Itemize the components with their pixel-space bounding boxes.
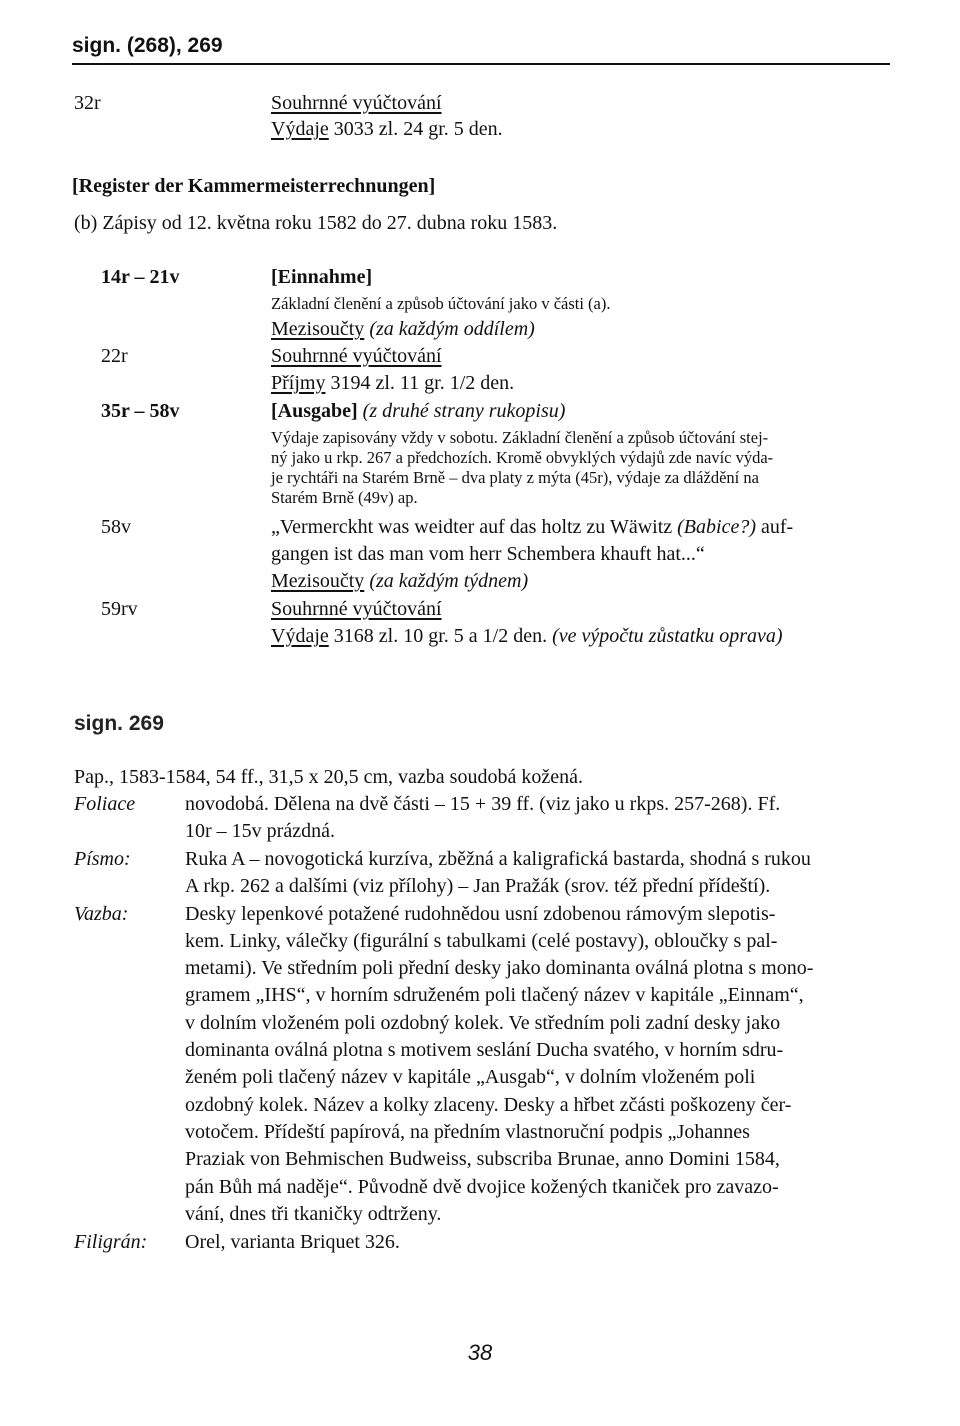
- e3-title: [Ausgabe]: [271, 400, 358, 422]
- pismo-line1: Ruka A – novogotická kurzíva, zběžná a kaligrafická bastarda, shodná s rukou: [185, 848, 811, 870]
- entry32r-line1: Souhrnné vyúčtování: [271, 92, 442, 114]
- e1-title: [Einnahme]: [271, 266, 373, 288]
- e2-line2-value: 3194 zl. 11 gr. 1/2 den.: [325, 372, 515, 394]
- register-subtitle: (b) Zápisy od 12. května roku 1582 do 27. dubna roku 1583.: [74, 212, 558, 234]
- entry32r-line2-value: 3033 zl. 24 gr. 5 den.: [328, 118, 503, 140]
- e4-quote-line1: [271, 514, 793, 540]
- folio-14r-21v: 14r – 21v: [101, 266, 180, 288]
- vazba-line: dominanta oválná plotna s motivem seslání Ducha svatého, v horním sdru-: [185, 1039, 784, 1061]
- vazba-label: Vazba:: [74, 903, 129, 925]
- section-heading-sign-269: sign. 269: [74, 712, 164, 735]
- e3-text-line2: ný jako u rkp. 267 a předchozích. Kromě obvyklých výdajů zde navíc výda-: [271, 448, 774, 467]
- e5-line2-value: 3168 zl. 10 gr. 5 a 1/2 den.: [328, 625, 553, 647]
- e2-line2-label: Příjmy: [271, 372, 326, 394]
- e4-subtotal-label: Mezisoučty: [271, 570, 365, 592]
- vazba-line: pán Bůh má naděje“. Původně dvě dvojice kožených tkaniček pro zavazo-: [185, 1176, 779, 1198]
- folio-58v: 58v: [101, 516, 131, 538]
- e4-quote-c: auf-: [756, 516, 794, 538]
- e3-title-line: [271, 398, 565, 424]
- page-header-title: sign. (268), 269: [72, 34, 223, 57]
- pap-line: Pap., 1583-1584, 54 ff., 31,5 x 20,5 cm, vazba soudobá kožená.: [74, 766, 583, 788]
- vazba-line: v dolním vloženém poli ozdobný kolek. Ve středním poli zadní desky jako: [185, 1012, 781, 1034]
- e3-text-line4: Starém Brně (49v) ap.: [271, 488, 418, 507]
- e1-note: Základní členění a způsob účtování jako v části (a).: [271, 294, 611, 313]
- folio-22r: 22r: [101, 345, 128, 367]
- folio-59rv: 59rv: [101, 598, 138, 620]
- foliace-line1: novodobá. Dělena na dvě části – 15 + 39 ff. (viz jako u rkps. 257-268). Ff.: [185, 793, 781, 815]
- folio-32r: 32r: [74, 92, 101, 114]
- e1-subtotal: [271, 316, 535, 342]
- vazba-line: metami). Ve středním poli přední desky jako dominanta oválná plotna s mono-: [185, 957, 814, 979]
- e4-quote-line2: gangen ist das man vom herr Schembera khauft hat...“: [271, 543, 705, 565]
- vazba-line: votočem. Přídeští papírová, na předním vlastnoruční podpis „Johannes: [185, 1121, 750, 1143]
- e5-line2-label: Výdaje: [271, 625, 329, 647]
- foliace-line2: 10r – 15v prázdná.: [185, 820, 335, 842]
- pismo-line2: A rkp. 262 a dalšími (viz přílohy) – Jan Pražák (srov. též přední přídeští).: [185, 875, 771, 897]
- entry32r-line2: [271, 116, 503, 142]
- page-number: 38: [467, 1340, 493, 1365]
- vazba-line: Praziak von Behmischen Budweiss, subscriba Brunae, anno Domini 1584,: [185, 1148, 780, 1170]
- e4-quote-a: „Vermerckht was weidter auf das holtz zu Wäwitz: [271, 516, 678, 538]
- filigran-text: Orel, varianta Briquet 326.: [185, 1231, 400, 1253]
- filigran-label: Filigrán:: [74, 1231, 148, 1253]
- header-rule: [72, 63, 890, 65]
- e1-subtotal-note: (za každým oddílem): [364, 318, 535, 340]
- e1-subtotal-label: Mezisoučty: [271, 318, 365, 340]
- e5-line2: [271, 623, 783, 649]
- entry32r-line2-label: Výdaje: [271, 118, 329, 140]
- vazba-line: ozdobný kolek. Název a kolky zlaceny. Desky a hřbet zčásti poškozeny čer-: [185, 1094, 792, 1116]
- vazba-line: Desky lepenkové potažené rudohnědou usní zdobenou rámovým slepotis-: [185, 903, 776, 925]
- vazba-line: ženém poli tlačený název v kapitále „Ausgab“, v dolním vloženém poli: [185, 1066, 756, 1088]
- e2-line1: Souhrnné vyúčtování: [271, 345, 442, 367]
- folio-35r-58v: 35r – 58v: [101, 400, 180, 422]
- e4-subtotal-note: (za každým týdnem): [364, 570, 529, 592]
- e2-line2: [271, 370, 514, 396]
- e4-subtotal: [271, 568, 528, 594]
- e5-line1: Souhrnné vyúčtování: [271, 598, 442, 620]
- pismo-label: Písmo:: [74, 848, 131, 870]
- vazba-line: vání, dnes tři tkaničky odtrženy.: [185, 1203, 442, 1225]
- e3-text-line3: je rychtáři na Starém Brně – dva platy z mýta (45r), výdaje za dláždění na: [271, 468, 759, 487]
- foliace-label: Foliace: [74, 793, 136, 815]
- register-title: [Register der Kammermeisterrechnungen]: [72, 175, 436, 197]
- vazba-line: gramem „IHS“, v horním sdruženém poli tlačený název v kapitále „Einnam“,: [185, 984, 804, 1006]
- e3-text-line1: Výdaje zapisovány vždy v sobotu. Základní členění a způsob účtování stej-: [271, 428, 769, 447]
- e4-quote-b: (Babice?): [677, 516, 756, 538]
- e3-title-note: (z druhé strany rukopisu): [357, 400, 566, 422]
- vazba-line: kem. Linky, válečky (figurální s tabulkami (celé postavy), obloučky s pal-: [185, 930, 778, 952]
- e5-line2-note: (ve výpočtu zůstatku oprava): [552, 625, 783, 647]
